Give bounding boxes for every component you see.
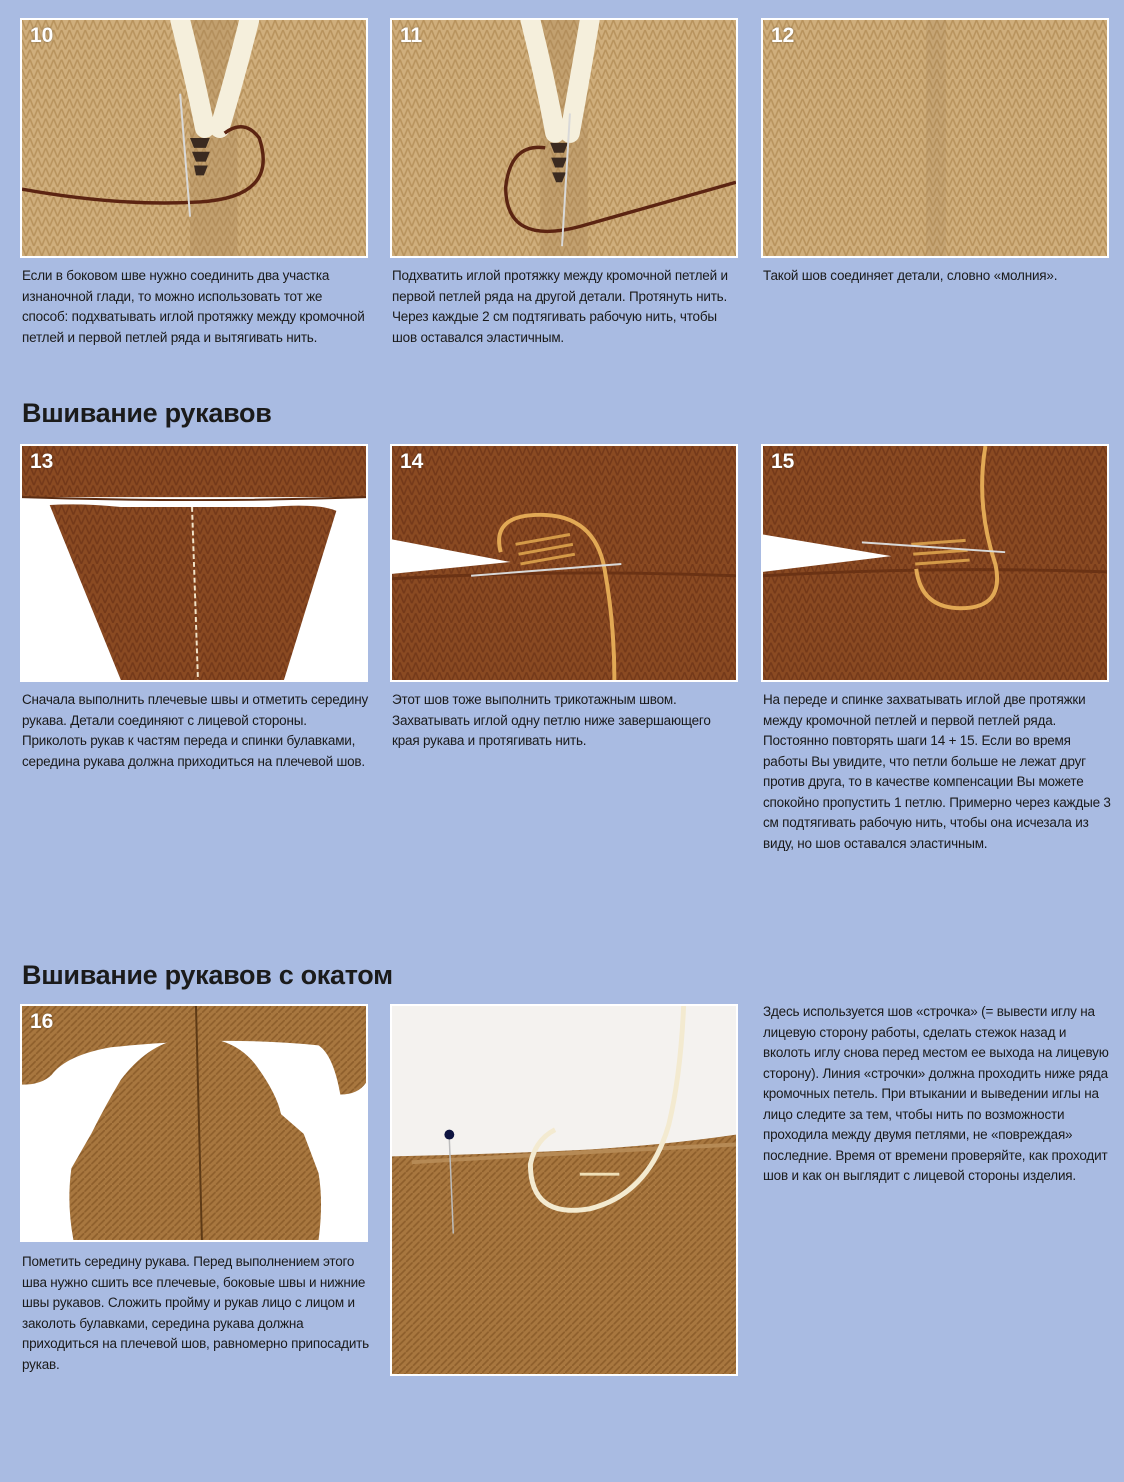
photo-backstitch [390,1004,738,1376]
step-number: 15 [771,450,795,473]
step-11-illustration [392,20,736,256]
step-15-illustration [763,446,1107,680]
step-16-illustration [22,1006,366,1240]
photo-step-16 [20,1004,368,1242]
step-number: 16 [30,1010,54,1033]
step-number: 13 [30,450,54,473]
caption-backstitch: Здесь используется шов «строчка» (= вывести иглу на лицевую сторону работы, сделать стежок назад и вколоть иглу снова перед местом ее выхода на лицевую сторону). Линия «строчки» должна проходить ниже ряда кромочных петель. При втыкании и выведении иглы на лицо следите за тем, чтобы нить по возможности проходила между двумя петлями, не «повреждая» последние. Время от времени проверяйте, как проходит шов и как он выглядит с лицевой стороны изделия. [763,1004,1109,1183]
caption-step-10: Если в боковом шве нужно соединить два участка изнаночной глади, то можно использовать тот же способ: подхватывать иглой протяжку между кромочной петлей и первой петлей ряда и вытягивать нить. [22,268,365,345]
section-heading-sleeves-cap: Вшивание рукавов с окатом [22,960,393,990]
step-number: 10 [30,24,54,47]
photo-step-15 [761,444,1109,682]
step-number: 11 [400,24,423,47]
caption-step-16: Пометить середину рукава. Перед выполнением этого шва нужно сшить все плечевые, боковые швы и нижние швы рукавов. Сложить пройму и рукав лицо с лицом и заколоть булавками, середина рукава должна приходиться на плечевой шов, равномерно припосадить рукав. [22,1254,369,1372]
caption-step-14: Этот шов тоже выполнить трикотажным швом. Захватывать иглой одну петлю ниже завершающего края рукава и протягивать нить. [392,692,711,748]
step-13-illustration [22,446,366,680]
caption-step-11: Подхватить иглой протяжку между кромочной петлей и первой петлей ряда на другой детали. Протянуть нить. Через каждые 2 см подтягивать рабочую нить, чтобы шов оставался эластичным. [392,268,728,345]
backstitch-illustration [392,1006,736,1374]
step-number: 12 [771,24,795,47]
step-10-illustration [22,20,366,256]
step-14-illustration [392,446,736,680]
section-heading-sleeves: Вшивание рукавов [22,398,272,428]
step-number: 14 [400,450,424,473]
caption-step-13: Сначала выполнить плечевые швы и отметить середину рукава. Детали соединяют с лицевой стороны. Приколоть рукав к частям переда и спинки булавками, середина рукава должна приходиться на плечевой шов. [22,692,369,769]
photo-step-14 [390,444,738,682]
photo-step-12 [761,18,1109,258]
photo-step-11 [390,18,738,258]
photo-step-13 [20,444,368,682]
caption-step-15: На переде и спинке захватывать иглой две протяжки между кромочной петлей и первой петлей ряда. Постоянно повторять шаги 14 + 15. Если во время работы Вы увидите, что петли больше не лежат друг против друга, то в качестве компенсации Вы можете спокойно пропустить 1 петлю. Примерно через каждые 3 см подтягивать рабочую нить, чтобы она исчезала из виду, но шов оставался эластичным. [763,692,1111,851]
caption-step-12: Такой шов соединяет детали, словно «молния». [763,268,1058,283]
step-12-illustration [763,20,1107,256]
photo-step-10 [20,18,368,258]
